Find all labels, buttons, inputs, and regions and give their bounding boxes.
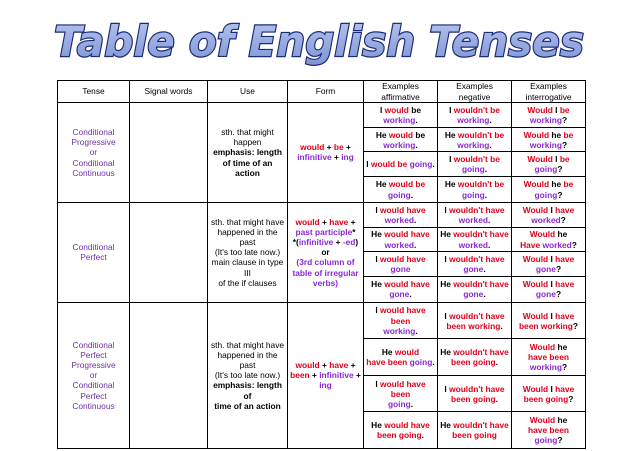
example-negative-cell <box>438 202 512 227</box>
tense-name: Conditional <box>72 157 115 168</box>
example-interrogative-text: working <box>529 114 562 125</box>
example-negative-cell <box>438 302 512 339</box>
form-text: be <box>333 142 344 153</box>
example-interrogative-text: working <box>529 139 562 150</box>
example-interrogative-text: have <box>555 310 575 321</box>
form-text: + <box>333 237 343 248</box>
example-negative-text: I <box>449 104 454 115</box>
example-interrogative-cell <box>512 339 586 376</box>
example-negative-cell <box>438 412 512 449</box>
example-interrogative-cell <box>512 177 586 203</box>
example-negative-text: I <box>444 254 450 265</box>
example-negative-text: . <box>484 189 488 200</box>
example-interrogative-text: have <box>555 204 575 215</box>
example-interrogative-cell <box>512 227 586 252</box>
example-interrogative-text: be <box>563 179 574 190</box>
header-signal-words: Signal words <box>130 81 208 103</box>
example-interrogative-cell <box>512 252 586 277</box>
example-affirmative-text: . <box>409 289 412 300</box>
example-negative-text: . <box>500 320 503 331</box>
example-affirmative-text: . <box>432 159 435 170</box>
example-interrogative-text: ? <box>561 114 568 125</box>
form-text: + <box>324 142 334 153</box>
form-text: ing <box>341 152 354 163</box>
use-cell <box>208 103 288 203</box>
form-text: have <box>329 217 349 228</box>
example-interrogative-text: Would <box>523 129 550 140</box>
use-text: time of an action <box>214 400 281 411</box>
example-negative-text: I <box>444 383 450 394</box>
example-negative-text: worked <box>458 214 488 225</box>
table-header-row <box>58 81 586 103</box>
example-interrogative-text: going <box>534 435 558 446</box>
example-interrogative-text: have been <box>528 352 569 363</box>
example-affirmative-text: He <box>381 347 395 358</box>
tense-name: Conditional <box>72 380 115 391</box>
example-negative-cell <box>438 127 512 152</box>
example-affirmative-cell <box>364 339 438 376</box>
table-row <box>58 103 586 128</box>
example-interrogative-text: he <box>555 415 568 426</box>
example-interrogative-text: ? <box>572 320 579 331</box>
example-affirmative-cell <box>364 103 438 128</box>
page-title-graphic <box>0 0 638 78</box>
example-interrogative-text: I <box>548 254 556 265</box>
example-affirmative-text: . <box>421 430 424 441</box>
example-negative-cell <box>438 277 512 303</box>
example-affirmative-text: would have been <box>380 305 426 326</box>
tense-name: or <box>89 370 98 381</box>
example-affirmative-cell <box>364 202 438 227</box>
example-negative-cell <box>438 152 512 177</box>
example-affirmative-text: . <box>414 239 417 250</box>
use-text: of the if clauses <box>218 277 277 288</box>
use-text: (It's too late now.) <box>214 370 281 381</box>
example-affirmative-cell <box>364 127 438 152</box>
tenses-table-container <box>57 80 585 449</box>
example-affirmative-text: would be <box>370 159 408 170</box>
example-affirmative-text: gone <box>389 289 410 300</box>
tense-name-cell <box>58 202 130 302</box>
example-affirmative-cell <box>364 227 438 252</box>
example-affirmative-text: been going <box>377 430 422 441</box>
example-interrogative-text: ? <box>557 189 563 200</box>
example-affirmative-text: would have <box>380 204 426 215</box>
example-interrogative-cell <box>512 202 586 227</box>
example-interrogative-text: I <box>552 154 560 165</box>
example-affirmative-text: would have <box>384 279 430 290</box>
example-negative-text: been going <box>451 357 496 368</box>
form-text: have <box>329 360 349 371</box>
example-negative-text: I <box>444 310 450 321</box>
example-affirmative-cell <box>364 375 438 412</box>
example-affirmative-text: working <box>383 139 416 150</box>
example-negative-cell <box>438 177 512 203</box>
example-affirmative-text: would <box>388 129 414 140</box>
use-text: sth. that might have <box>210 217 285 228</box>
example-affirmative-text: be <box>413 129 426 140</box>
example-negative-text: I <box>444 204 450 215</box>
form-text: infinitive <box>319 370 354 381</box>
example-negative-text: wouldn't have <box>453 279 509 290</box>
use-text: emphasis: length <box>213 380 282 391</box>
example-affirmative-text: He <box>375 179 389 190</box>
use-text: (It's too late now.) <box>214 247 281 258</box>
example-affirmative-text: I <box>375 204 381 215</box>
example-interrogative-text: I <box>552 104 560 115</box>
example-negative-text: . <box>488 214 491 225</box>
form-text: been <box>290 370 310 381</box>
header-form: Form <box>288 81 364 103</box>
example-interrogative-text: I <box>548 204 556 215</box>
form-cell <box>288 202 364 302</box>
tense-name: Perfect <box>80 390 107 401</box>
example-negative-text: been going <box>451 393 496 404</box>
example-affirmative-text: going <box>409 159 433 170</box>
example-negative-text: wouldn't have <box>453 420 509 431</box>
example-affirmative-text: He <box>371 279 385 290</box>
example-negative-text: gone <box>463 264 484 275</box>
example-negative-text: gone <box>463 289 484 300</box>
header-examples-interrogative: Examples interrogative <box>512 81 586 103</box>
example-negative-text: . <box>495 393 498 404</box>
example-interrogative-cell <box>512 302 586 339</box>
example-negative-text: wouldn't have <box>453 229 509 240</box>
example-negative-cell <box>438 252 512 277</box>
example-affirmative-text: would have been <box>380 378 426 399</box>
example-affirmative-text: I <box>366 159 371 170</box>
example-interrogative-text: he <box>549 179 564 190</box>
form-text: + <box>343 142 351 153</box>
example-interrogative-text: ? <box>557 164 563 175</box>
form-text: infinitive <box>297 152 332 163</box>
use-text: happened in the past <box>217 350 278 371</box>
use-text: sth. that might have <box>210 340 285 351</box>
example-interrogative-text: gone <box>535 289 556 300</box>
example-negative-text: wouldn't be <box>453 154 500 165</box>
example-negative-text: . <box>484 164 488 175</box>
example-affirmative-text: . <box>432 357 435 368</box>
page-title: Table of English Tenses <box>54 17 584 66</box>
use-text: of time of an action <box>222 157 273 178</box>
example-interrogative-text: have <box>555 254 575 265</box>
example-affirmative-text: working <box>383 325 416 336</box>
example-affirmative-text: going <box>387 398 411 409</box>
example-affirmative-cell <box>364 252 438 277</box>
example-interrogative-text: have been <box>528 425 569 436</box>
example-negative-cell <box>438 339 512 376</box>
signal-words-cell <box>130 103 208 203</box>
example-affirmative-text: I <box>375 378 381 389</box>
form-text: would <box>300 142 325 153</box>
example-negative-cell <box>438 227 512 252</box>
example-negative-text: wouldn't have <box>449 254 505 265</box>
example-interrogative-text: ? <box>571 239 577 250</box>
use-text: emphasis: length <box>213 147 282 158</box>
example-interrogative-text: Would <box>529 229 556 240</box>
example-affirmative-text: I <box>375 305 381 316</box>
tense-name: Continuous <box>72 400 115 411</box>
example-interrogative-cell <box>512 127 586 152</box>
example-affirmative-text: He <box>371 229 385 240</box>
example-interrogative-text: Would <box>527 154 553 165</box>
example-negative-text: been going <box>452 430 497 441</box>
example-interrogative-text: Would <box>522 383 549 394</box>
form-text: ing <box>319 380 332 391</box>
example-negative-text: He <box>440 279 454 290</box>
example-interrogative-cell <box>512 152 586 177</box>
example-interrogative-text: been working <box>518 320 573 331</box>
tense-name: Progressive <box>71 360 116 371</box>
example-affirmative-text: He <box>371 420 385 431</box>
use-cell <box>208 202 288 302</box>
form-text: + <box>353 370 361 381</box>
example-affirmative-text: would <box>384 104 409 115</box>
example-affirmative-text: I <box>380 104 385 115</box>
example-interrogative-text: Would <box>529 415 556 426</box>
tense-name: Continuous <box>72 167 115 178</box>
example-affirmative-cell <box>364 177 438 203</box>
tense-name: Conditional Perfect <box>72 340 115 361</box>
example-affirmative-text: . <box>410 189 414 200</box>
example-affirmative-cell <box>364 277 438 303</box>
table-body <box>58 103 586 449</box>
example-interrogative-text: Would <box>522 204 549 215</box>
use-cell <box>208 302 288 448</box>
form-text: -ed <box>342 237 356 248</box>
example-interrogative-text: ? <box>557 435 563 446</box>
use-text: happen <box>233 137 262 148</box>
example-interrogative-text: be <box>563 129 574 140</box>
example-interrogative-cell <box>512 412 586 449</box>
example-interrogative-text: ? <box>555 289 562 300</box>
example-negative-text: wouldn't be <box>453 104 500 115</box>
example-affirmative-text: I <box>375 254 381 265</box>
tense-name: Conditional Perfect <box>72 242 115 263</box>
example-affirmative-text: going <box>409 357 433 368</box>
example-affirmative-cell <box>364 302 438 339</box>
example-affirmative-text: would be <box>388 179 426 190</box>
example-negative-text: He <box>440 347 454 358</box>
example-negative-cell <box>438 375 512 412</box>
example-negative-text: wouldn't be <box>457 129 505 140</box>
tense-name-cell <box>58 302 130 448</box>
example-affirmative-cell <box>364 152 438 177</box>
example-affirmative-text: be <box>408 104 421 115</box>
example-interrogative-text: going <box>534 164 558 175</box>
table-row <box>58 202 586 227</box>
example-negative-text: been working <box>446 320 501 331</box>
example-affirmative-text: . <box>415 325 418 336</box>
example-affirmative-text: would have <box>384 229 430 240</box>
use-text: happened in the past <box>217 227 278 248</box>
example-interrogative-text: ? <box>560 214 566 225</box>
example-interrogative-text: going <box>534 189 558 200</box>
example-affirmative-text: . <box>410 398 414 409</box>
tense-name: Conditional <box>72 127 115 138</box>
example-negative-text: . <box>483 289 486 300</box>
example-interrogative-text: have <box>555 383 575 394</box>
use-text: main clause in type <box>211 257 284 268</box>
example-interrogative-text: be <box>559 104 570 115</box>
example-interrogative-text: Have <box>520 239 541 250</box>
use-text: of <box>243 390 252 401</box>
example-interrogative-text: I <box>548 310 556 321</box>
example-interrogative-text: Would <box>529 342 556 352</box>
form-text: infinitive <box>298 237 334 248</box>
use-text: III <box>244 267 251 278</box>
tenses-table <box>57 80 586 449</box>
example-negative-text: He <box>444 129 458 140</box>
example-affirmative-cell <box>364 412 438 449</box>
form-text: ) or <box>321 237 359 258</box>
example-interrogative-text: working <box>529 362 562 373</box>
example-interrogative-text: Would <box>522 254 549 265</box>
example-negative-text: He <box>444 179 458 190</box>
tense-name: or <box>89 147 98 158</box>
example-affirmative-text: gone <box>390 264 411 275</box>
example-interrogative-text: worked <box>531 214 561 225</box>
example-negative-text: wouldn't have <box>449 204 505 215</box>
example-interrogative-text: he <box>555 229 568 240</box>
example-negative-text: working <box>457 114 490 125</box>
example-negative-text: . <box>489 139 492 150</box>
example-affirmative-text: . <box>415 139 418 150</box>
example-affirmative-text: . <box>415 114 418 125</box>
example-interrogative-text: he <box>549 129 564 140</box>
example-negative-text: worked <box>458 239 488 250</box>
example-affirmative-text: worked <box>384 239 414 250</box>
form-text: + <box>348 360 356 371</box>
example-interrogative-text: ? <box>555 264 562 275</box>
example-interrogative-text: I <box>548 279 556 290</box>
signal-words-cell <box>130 202 208 302</box>
example-interrogative-text: Would <box>523 179 550 190</box>
example-affirmative-text: would have <box>384 420 430 431</box>
header-tense: Tense <box>58 81 130 103</box>
example-interrogative-text: he <box>555 342 568 352</box>
example-negative-text: working <box>457 139 490 150</box>
example-negative-text: wouldn't have <box>453 347 509 358</box>
example-negative-text: . <box>489 114 492 125</box>
example-negative-text: . <box>488 239 491 250</box>
example-interrogative-text: I <box>548 383 556 394</box>
example-negative-text: I <box>449 154 454 165</box>
tense-name: Progressive <box>71 137 116 148</box>
example-affirmative-text: working <box>383 114 416 125</box>
example-interrogative-cell <box>512 277 586 303</box>
example-interrogative-text: have <box>555 279 575 290</box>
form-text: + <box>348 217 356 228</box>
example-interrogative-text: ? <box>561 139 568 150</box>
example-negative-cell <box>438 103 512 128</box>
example-interrogative-text: be <box>559 154 570 165</box>
example-interrogative-text: been going <box>523 393 569 404</box>
form-text: past participle <box>295 227 353 238</box>
example-interrogative-text: ? <box>568 393 574 404</box>
table-row <box>58 302 586 339</box>
example-interrogative-text: gone <box>535 264 556 275</box>
example-negative-text: going <box>461 164 485 175</box>
form-cell <box>288 103 364 203</box>
example-interrogative-text: worked <box>542 239 572 250</box>
example-interrogative-cell <box>512 103 586 128</box>
form-text: *( <box>292 237 299 248</box>
form-cell <box>288 302 364 448</box>
page-title-banner <box>0 0 638 78</box>
example-interrogative-cell <box>512 375 586 412</box>
example-negative-text: wouldn't be <box>457 179 505 190</box>
form-text: + <box>319 360 330 371</box>
example-affirmative-text: . <box>414 214 417 225</box>
example-affirmative-text: would <box>394 347 420 358</box>
example-negative-text: . <box>483 264 486 275</box>
tense-name-cell <box>58 103 130 203</box>
example-interrogative-text: ? <box>561 362 568 373</box>
example-negative-text: going <box>461 189 485 200</box>
header-use: Use <box>208 81 288 103</box>
example-interrogative-text: Would <box>522 279 549 290</box>
header-examples-negative: Examples negative <box>438 81 512 103</box>
example-affirmative-text: have been <box>366 357 408 368</box>
example-negative-text: He <box>440 420 454 431</box>
form-text: table of irregular <box>292 267 359 278</box>
example-negative-text: wouldn't have <box>449 310 505 321</box>
example-affirmative-text: worked <box>384 214 414 225</box>
form-text: + <box>319 217 330 228</box>
form-text: + <box>331 152 342 163</box>
use-text: sth. that might <box>221 127 274 138</box>
signal-words-cell <box>130 302 208 448</box>
example-interrogative-text: Would <box>527 104 553 115</box>
form-text: + <box>309 370 320 381</box>
form-text: would <box>295 217 320 228</box>
form-text: (3rd column of <box>296 257 355 268</box>
header-examples-affirmative: Examples affirmative <box>364 81 438 103</box>
example-negative-text: wouldn't have <box>449 383 505 394</box>
form-text: verbs) <box>312 277 339 288</box>
example-negative-text: . <box>495 357 498 368</box>
form-text: * <box>352 227 356 238</box>
example-affirmative-text: would have <box>380 254 426 265</box>
example-negative-text: He <box>440 229 454 240</box>
form-text: would <box>295 360 320 371</box>
example-interrogative-text: Would <box>522 310 549 321</box>
example-affirmative-text: He <box>375 129 389 140</box>
example-affirmative-text: going <box>387 189 411 200</box>
